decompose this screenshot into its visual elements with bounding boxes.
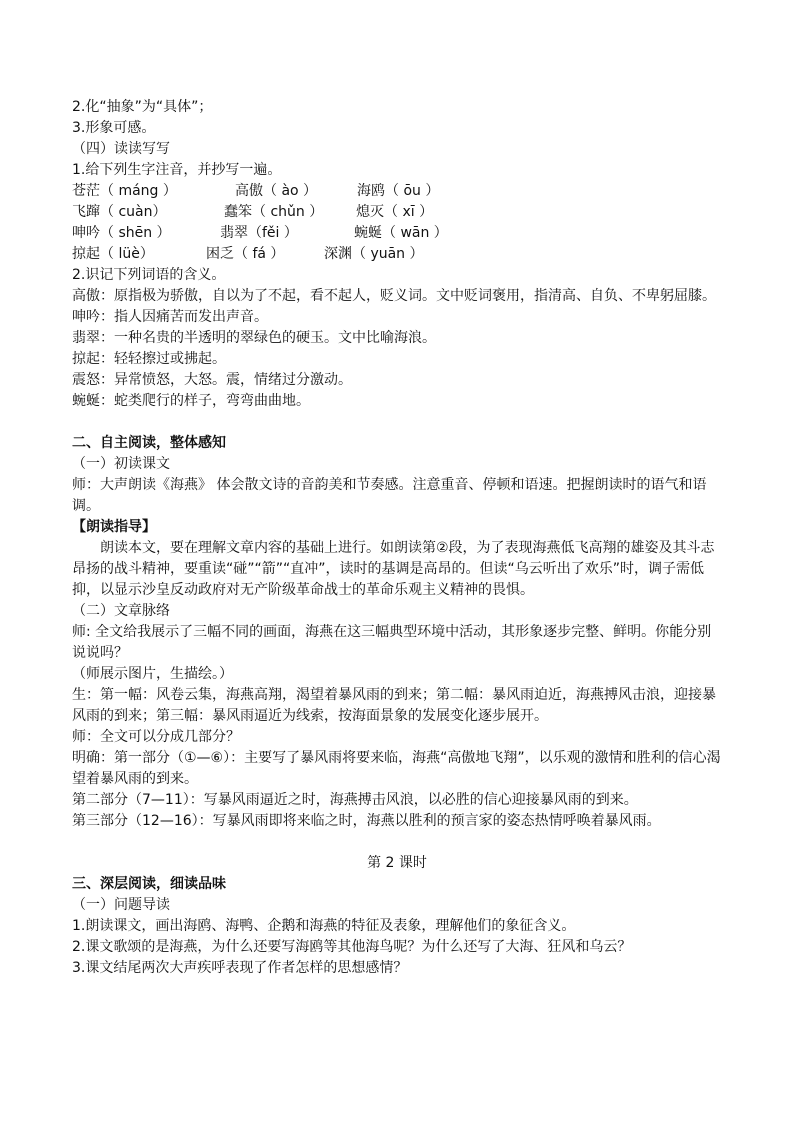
definition: 呻吟：指人因痛苦而发出声音。 <box>72 309 268 325</box>
question: 3.课文结尾两次大声疾呼表现了作者怎样的思想感情？ <box>72 960 408 976</box>
spacer <box>72 412 722 433</box>
answer-paragraph: 第二部分（7—11）：写暴风雨逼近之时，海燕搏击风浪，以必胜的信心迎接暴风雨的到来。 <box>72 792 638 808</box>
guide-paragraph: 朗读本文，要在理解文章内容的基础上进行。如朗读第②段，为了表现海燕低飞高翔的雄姿及其斗志昂扬的战斗精神，要重读“碰”“箭”“直冲”，读时的基调是高昂的。但读“乌云听出了欢乐”时，调子需低抑，以显示沙皇反动政府对无产阶级革命战士的革命乐观主义精神的畏惧。 <box>72 540 715 598</box>
definition: 震怒：异常愤怒，大怒。震，情绪过分激动。 <box>72 372 352 388</box>
question: 2.课文歌颂的是海燕，为什么还要写海鸥等其他海鸟呢？为什么还写了大海、狂风和乌云？ <box>72 939 632 955</box>
pinyin-row <box>72 202 722 223</box>
section-heading: 二、自主阅读，整体感知 <box>72 435 226 451</box>
subheading: （四）读读写写 <box>72 141 170 157</box>
pinyin-item: 蜿蜒（ wān ） <box>354 225 448 241</box>
definition: 掠起：轻轻擦过或拂起。 <box>72 351 226 367</box>
pinyin-item: 海鸥（ ōu ） <box>357 183 440 199</box>
document-page <box>72 97 722 979</box>
task-instruction: 1.给下列生字注音，并抄写一遍。 <box>72 162 282 178</box>
pinyin-row <box>72 244 722 265</box>
list-item: 2.化“抽象”为“具体”； <box>72 99 213 115</box>
teacher-prompt: 师：全文可以分成几部分？ <box>72 729 240 745</box>
task-instruction: 2.识记下列词语的含义。 <box>72 267 226 283</box>
section-heading: 三、深层阅读，细读品味 <box>72 876 226 892</box>
lesson-title: 第 2 课时 <box>367 855 427 871</box>
pinyin-item: 掠起（ lüè） <box>72 246 154 262</box>
guide-label: 【朗读指导】 <box>72 519 156 535</box>
list-item: 3.形象可感。 <box>72 120 156 136</box>
answer-paragraph: 第三部分（12—16）：写暴风雨即将来临之时，海燕以胜利的预言家的姿态热情呼唤着暴风雨。 <box>72 813 661 829</box>
pinyin-item: 困乏（ fá ） <box>206 246 285 262</box>
definition: 翡翠：一种名贵的半透明的翠绿色的硬玉。文中比喻海浪。 <box>72 330 436 346</box>
subheading: （一）初读课文 <box>72 456 170 472</box>
student-answer: 生：第一幅：风卷云集，海燕高翔，渴望着暴风雨的到来；第二幅：暴风雨迫近，海燕搏风击浪，迎接暴风雨的到来；第三幅：暴风雨逼近为线索，按海面景象的发展变化逐步展开。 <box>72 687 716 724</box>
pinyin-item: 高傲（ ào ） <box>235 183 318 199</box>
pinyin-row <box>72 181 722 202</box>
pinyin-item: 翡翠（fěi ） <box>220 225 298 241</box>
subheading: （二）文章脉络 <box>72 603 170 619</box>
question: 1.朗读课文，画出海鸥、海鸭、企鹅和海燕的特征及表象，理解他们的象征含义。 <box>72 918 576 934</box>
definition: 高傲：原指极为骄傲，自以为了不起，看不起人，贬义词。文中贬词褒用，指清高、自负、不卑躬屈膝。 <box>72 288 716 304</box>
pinyin-item: 苍茫（ máng ） <box>72 183 177 199</box>
definition: 蜿蜒：蛇类爬行的样子，弯弯曲曲地。 <box>72 393 310 409</box>
spacer <box>72 832 722 853</box>
pinyin-row <box>72 223 722 244</box>
pinyin-item: 呻吟（ shēn ） <box>72 225 171 241</box>
pinyin-item: 熄灭（ xī ） <box>356 204 434 220</box>
pinyin-item: 飞蹿（ cuàn） <box>72 204 167 220</box>
pinyin-item: 深渊（ yuān ） <box>324 246 424 262</box>
teacher-prompt: 师: 全文给我展示了三幅不同的画面，海燕在这三幅典型环境中活动，其形象逐步完整、鲜明。你能分别说说吗？ <box>72 624 712 661</box>
answer-paragraph: 明确：第一部分（①—⑥）：主要写了暴风雨将要来临，海燕“高傲地飞翔”，以乐观的激情和胜利的信心渴望着暴风雨的到来。 <box>72 750 721 787</box>
subheading: （一）问题导读 <box>72 897 170 913</box>
stage-note: （师展示图片，生描绘。） <box>72 666 233 682</box>
teacher-prompt: 师：大声朗读《海燕》 体会散文诗的音韵美和节奏感。注意重音、停顿和语速。把握朗读时的语气和语调。 <box>72 477 707 514</box>
pinyin-item: 蠢笨（ chǔn ） <box>224 204 324 220</box>
